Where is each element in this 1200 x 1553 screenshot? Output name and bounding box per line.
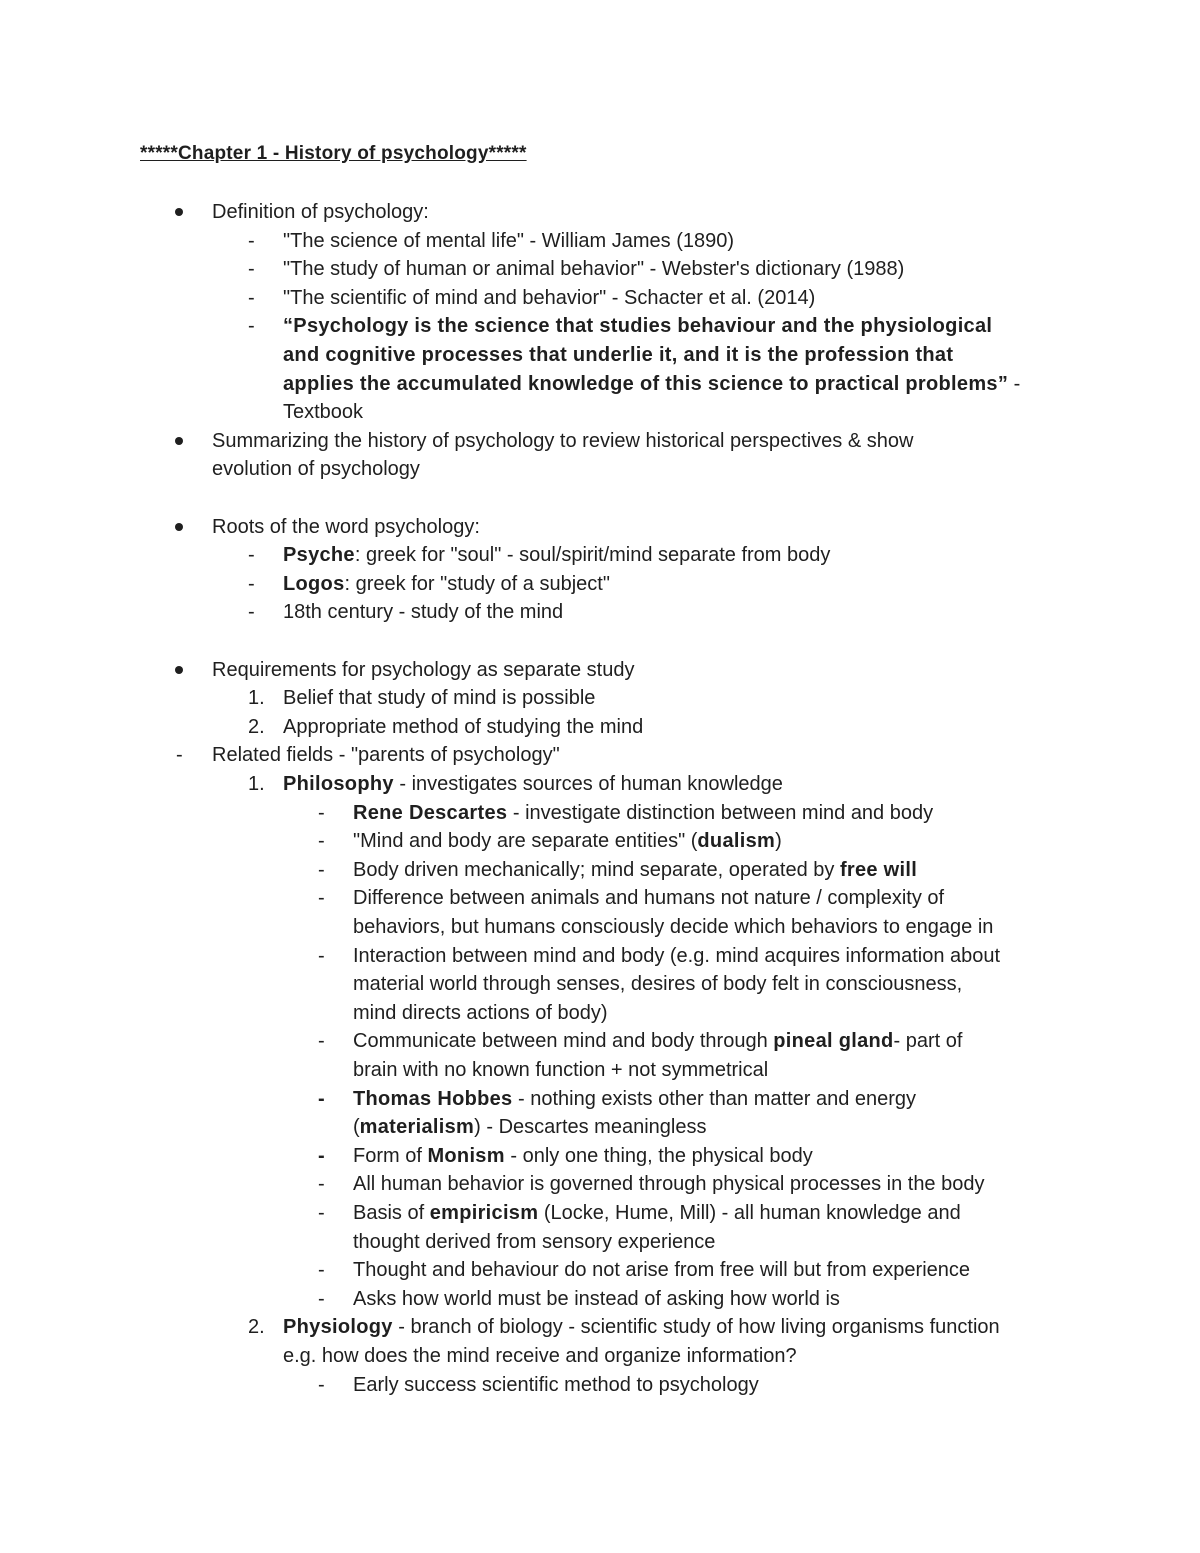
text-run: Appropriate method of studying the mind	[283, 715, 644, 738]
list-item	[283, 770, 783, 799]
text-run: Communicate between mind and body through	[353, 1030, 774, 1053]
list-item	[353, 884, 944, 913]
list-marker: -	[318, 830, 325, 853]
bullet-icon	[175, 666, 183, 674]
list-item	[353, 1285, 840, 1314]
list-item	[283, 684, 595, 713]
list-item	[283, 227, 734, 256]
list-marker: -	[318, 1373, 325, 1396]
list-marker: -	[248, 258, 255, 281]
list-item	[212, 741, 560, 770]
bold-term: empiricism	[429, 1202, 539, 1224]
list-marker: -	[176, 744, 183, 767]
list-marker: -	[318, 1144, 325, 1167]
list-marker: 1.	[248, 687, 265, 710]
list-marker: -	[318, 1259, 325, 1282]
text-run: : greek for "soul" - soul/spirit/mind separate from body	[354, 544, 831, 567]
text-run: Summarizing the history of psychology to review historical perspectives & show	[212, 429, 914, 452]
bold-term: Rene Descartes	[353, 801, 508, 824]
list-item	[353, 1056, 768, 1085]
text-run: Thought and behaviour do not arise from free will but from experience	[353, 1259, 971, 1282]
text-run: mind directs actions of body)	[353, 1001, 608, 1024]
text-run: behaviors, but humans consciously decide which behaviors to engage in	[353, 916, 994, 938]
text-run: "Mind and body are separate entities" (	[353, 830, 698, 853]
text-run: - branch of biology - scientific study of how living organisms function	[392, 1316, 1000, 1339]
text-run: Difference between animals and humans not nature / complexity of	[353, 887, 945, 910]
list-marker: -	[248, 286, 255, 309]
list-item	[353, 799, 933, 828]
text-run: Asks how world must be instead of asking how world is	[353, 1287, 840, 1310]
list-item	[353, 1199, 961, 1228]
text-run: - only one thing, the physical body	[504, 1144, 813, 1167]
list-item	[283, 713, 643, 742]
page-title: *****Chapter 1 - History of psychology*****	[140, 143, 527, 164]
text-run: evolution of psychology	[212, 458, 420, 481]
list-item	[283, 1342, 797, 1371]
bold-term: “Psychology is the science that studies behaviour and the physiological	[283, 315, 993, 338]
list-item	[283, 255, 904, 284]
list-marker: -	[318, 1173, 325, 1196]
bold-term: dualism	[697, 830, 776, 853]
bold-term: materialism	[359, 1116, 475, 1139]
text-run: Requirements for psychology as separate study	[212, 658, 635, 681]
list-item	[353, 942, 1000, 971]
text-run: Related fields - "parents of psychology"	[212, 744, 560, 767]
bold-term: Philosophy	[283, 773, 394, 795]
text-run: - nothing exists other than matter and energy	[512, 1087, 917, 1110]
list-marker: -	[318, 887, 325, 910]
text-run: Basis of	[353, 1202, 430, 1224]
list-item	[353, 1371, 759, 1400]
text-run: )	[775, 830, 782, 853]
text-run: - investigate distinction between mind and body	[507, 801, 934, 824]
list-marker: 2.	[248, 715, 265, 738]
text-run: Definition of psychology:	[212, 201, 429, 223]
list-item	[283, 284, 815, 313]
list-item	[212, 455, 420, 484]
bullet-icon	[175, 437, 183, 445]
text-run: "The scientific of mind and behavior" - Schacter et al. (2014)	[283, 286, 816, 309]
list-item	[353, 1228, 715, 1257]
text-run: e.g. how does the mind receive and organize information?	[283, 1345, 797, 1367]
text-run: Form of	[353, 1144, 428, 1167]
text-run: (	[353, 1116, 360, 1139]
text-run: Roots of the word psychology:	[212, 515, 480, 538]
list-marker: -	[318, 944, 325, 967]
list-item	[283, 370, 1020, 399]
bold-term: applies the accumulated knowledge of this science to practical problems”	[283, 372, 1009, 395]
list-marker: -	[248, 601, 255, 624]
text-run: All human behavior is governed through physical processes in the body	[353, 1173, 985, 1196]
list-marker: -	[248, 229, 255, 252]
text-run: - part of	[893, 1030, 963, 1053]
list-item	[353, 999, 608, 1028]
list-item	[283, 570, 610, 599]
text-run: Early success scientific method to psychology	[353, 1373, 759, 1396]
bold-term: and cognitive processes that underlie it, and it is the profession that	[283, 344, 954, 366]
list-marker: -	[318, 1287, 325, 1310]
list-item	[353, 1085, 916, 1114]
bullet-icon	[175, 208, 183, 216]
bold-term: Psyche	[283, 544, 355, 567]
list-marker: -	[248, 572, 255, 595]
text-run: -	[1008, 372, 1021, 395]
list-marker: -	[318, 801, 325, 824]
text-run: Interaction between mind and body (e.g. mind acquires information about	[353, 944, 1001, 967]
bold-term: Logos	[283, 572, 345, 595]
list-item	[283, 598, 563, 627]
list-marker: 2.	[248, 1316, 265, 1339]
text-run: (Locke, Hume, Mill) - all human knowledge and	[538, 1202, 961, 1224]
list-item	[283, 398, 363, 427]
list-item	[353, 1170, 984, 1199]
text-run: material world through senses, desires of body felt in consciousness,	[353, 973, 963, 996]
text-run: : greek for "study of a subject"	[344, 572, 610, 595]
list-item	[353, 913, 993, 942]
bold-term: Thomas Hobbes	[353, 1087, 513, 1110]
list-marker: -	[318, 1202, 325, 1224]
text-run: thought derived from sensory experience	[353, 1230, 716, 1253]
text-run: "The study of human or animal behavior" - Webster's dictionary (1988)	[283, 258, 905, 281]
list-item	[353, 856, 917, 885]
list-item	[212, 513, 480, 542]
list-item	[283, 541, 830, 570]
text-run: Body driven mechanically; mind separate, operated by	[353, 858, 840, 881]
list-item	[353, 1142, 813, 1171]
text-run: brain with no known function + not symmetrical	[353, 1059, 769, 1081]
list-item	[353, 1256, 970, 1285]
list-item	[212, 427, 913, 456]
list-item	[283, 1313, 1000, 1342]
bold-term: Monism	[427, 1144, 505, 1167]
text-run: 18th century - study of the mind	[283, 601, 564, 624]
list-item	[353, 970, 962, 999]
list-marker: -	[248, 315, 255, 338]
text-run: - investigates sources of human knowledge	[393, 773, 783, 795]
list-marker: -	[318, 1087, 325, 1110]
list-item	[353, 1113, 706, 1142]
list-item	[212, 198, 429, 227]
bullet-icon	[175, 523, 183, 531]
list-item	[283, 341, 953, 370]
list-marker: 1.	[248, 773, 265, 795]
list-marker: -	[248, 544, 255, 567]
text-run: Belief that study of mind is possible	[283, 687, 596, 710]
bold-term: Physiology	[283, 1316, 393, 1339]
list-marker: -	[318, 858, 325, 881]
text-run: ) - Descartes meaningless	[474, 1116, 707, 1139]
text-run: "The science of mental life" - William James (1890)	[283, 229, 735, 252]
bold-term: pineal gland	[773, 1030, 894, 1053]
list-item	[353, 827, 782, 856]
bold-term: free will	[839, 858, 918, 881]
list-item	[353, 1027, 962, 1056]
list-item	[212, 656, 634, 685]
list-item	[283, 312, 992, 341]
list-marker: -	[318, 1030, 325, 1053]
text-run: Textbook	[283, 401, 364, 424]
